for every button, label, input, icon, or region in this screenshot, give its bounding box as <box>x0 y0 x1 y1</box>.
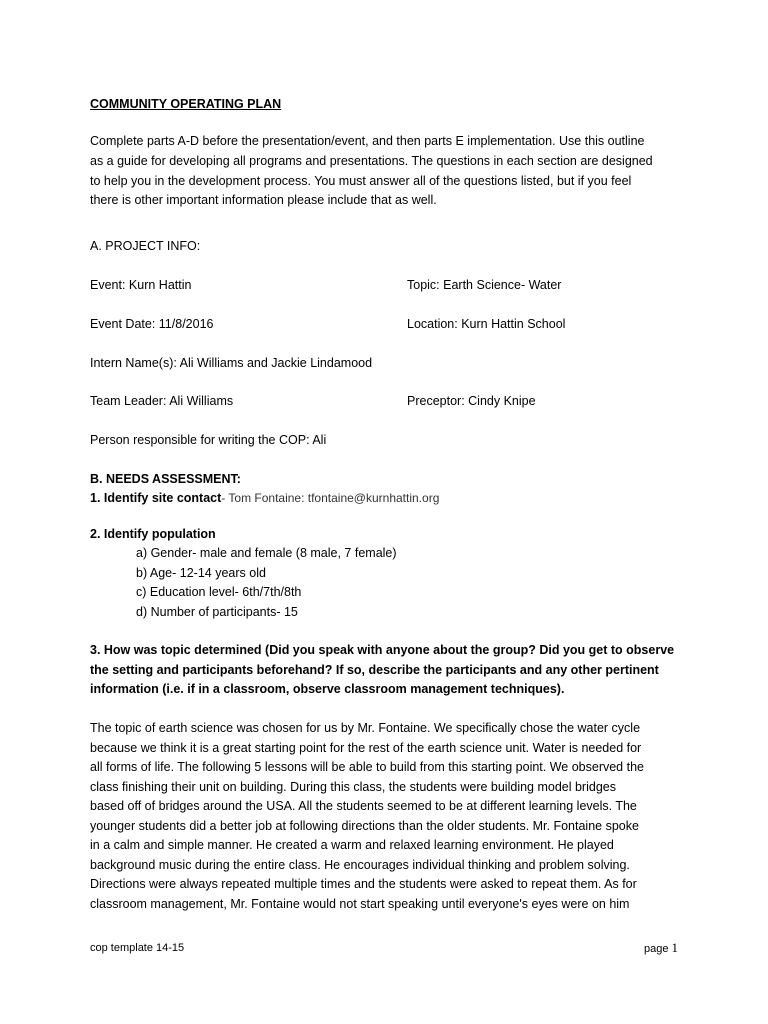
site-contact-label: 1. Identify site contact <box>90 491 222 505</box>
intro-line-1: Complete parts A-D before the presentation/event, and then parts E implementation. Use this outline <box>90 134 645 148</box>
section-a-heading: A. PROJECT INFO: <box>90 239 201 253</box>
answer-3-line-9: Directions were always repeated multiple times and the students were asked to repeat them. As for <box>90 877 637 891</box>
intro-line-2: as a guide for developing all programs and presentations. The questions in each section are designed <box>90 154 653 168</box>
location-field: Location: Kurn Hattin School <box>407 317 566 331</box>
population-item-gender: a) Gender- male and female (8 male, 7 female) <box>136 546 397 560</box>
answer-3-line-5: based off of bridges around the USA. All the students seemed to be at different learning levels. The <box>90 799 637 813</box>
page-number: 1 <box>671 940 679 955</box>
population-item-participants: d) Number of participants- 15 <box>136 605 298 619</box>
population-item-age: b) Age- 12-14 years old <box>136 566 266 580</box>
answer-3-line-7: in a calm and simple manner. He created a warm and relaxed learning environment. He played <box>90 838 614 852</box>
team-leader-field: Team Leader: Ali Williams <box>90 394 234 408</box>
answer-3-line-3: all forms of life. The following 5 lessons will be able to build from this starting point. We observed the <box>90 760 644 774</box>
footer-template-label: cop template 14-15 <box>90 942 185 954</box>
answer-3-line-4: class finishing their unit on building. During this class, the students were building model bridges <box>90 780 616 794</box>
answer-3-line-6: younger students did a better job at following directions than the older students. Mr. Fontaine spoke <box>90 819 639 833</box>
question-3-line-1: 3. How was topic determined (Did you speak with anyone about the group? Did you get to observe <box>90 643 675 657</box>
intro-line-3: to help you in the development process. You must answer all of the questions listed, but if you feel <box>90 174 632 188</box>
question-3-line-3: information (i.e. if in a classroom, observe classroom management techniques). <box>90 682 565 696</box>
site-contact-row <box>90 488 439 508</box>
section-b-heading: B. NEEDS ASSESSMENT: <box>90 472 241 486</box>
intro-line-4: there is other important information please include that as well. <box>90 193 437 207</box>
event-date-field: Event Date: 11/8/2016 <box>90 317 214 331</box>
intern-names-field: Intern Name(s): Ali Williams and Jackie Lindamood <box>90 356 373 370</box>
site-contact-value: - Tom Fontaine: tfontaine@kurnhattin.org <box>221 491 440 505</box>
population-item-education: c) Education level- 6th/7th/8th <box>136 585 302 599</box>
answer-3-line-2: because we think it is a great starting point for the rest of the earth science unit. Water is needed for <box>90 741 642 755</box>
cop-writer-field: Person responsible for writing the COP: Ali <box>90 433 327 447</box>
page-label: page <box>644 943 672 955</box>
question-3-line-2: the setting and participants beforehand? If so, describe the participants and any other pertinent <box>90 663 659 677</box>
document-title: COMMUNITY OPERATING PLAN <box>90 97 282 111</box>
population-label: 2. Identify population <box>90 527 216 541</box>
footer-page <box>644 940 678 957</box>
preceptor-field: Preceptor: Cindy Knipe <box>407 394 536 408</box>
answer-3-line-8: background music during the entire class. He encourages individual thinking and problem solving. <box>90 858 630 872</box>
answer-3-line-1: The topic of earth science was chosen for us by Mr. Fontaine. We specifically chose the water cycle <box>90 721 641 735</box>
topic-field: Topic: Earth Science- Water <box>407 278 562 292</box>
answer-3-line-10: classroom management, Mr. Fontaine would not start speaking until everyone's eyes were on him <box>90 897 630 911</box>
event-field: Event: Kurn Hattin <box>90 278 192 292</box>
